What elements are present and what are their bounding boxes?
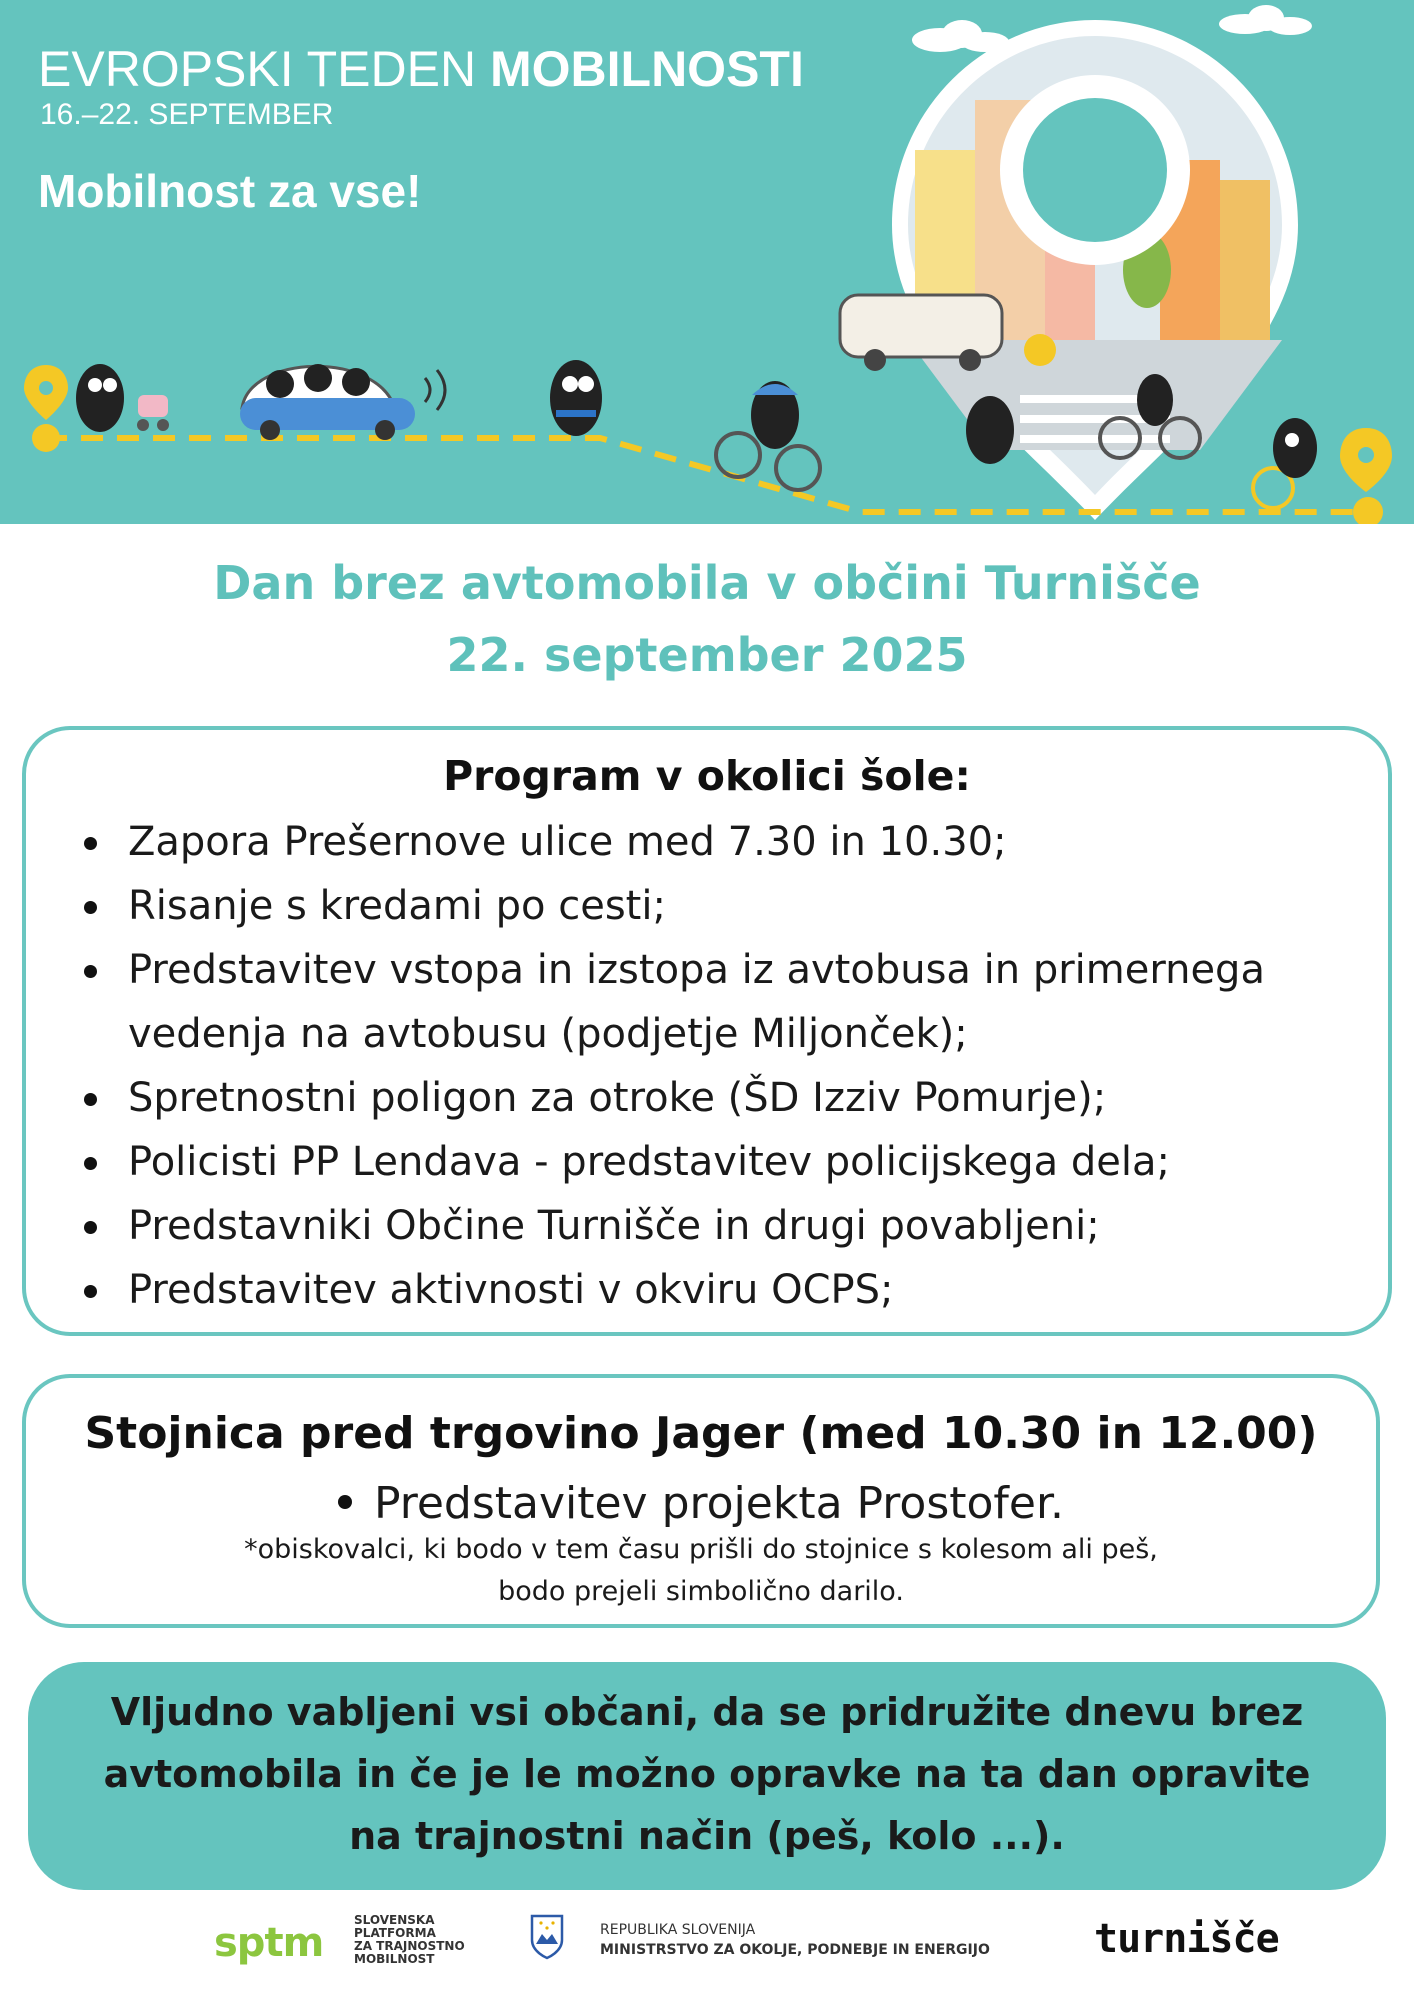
bullet-icon xyxy=(84,1093,97,1106)
list-item xyxy=(56,1194,1265,1258)
list-item-text: Policisti PP Lendava - predstavitev policijskega dela; xyxy=(128,1139,1170,1185)
list-item-text: Risanje s kredami po cesti; xyxy=(128,883,666,929)
bullet-icon xyxy=(84,965,97,978)
bullet-icon xyxy=(84,837,97,850)
bullet-icon xyxy=(84,1157,97,1170)
bullet-icon xyxy=(84,1285,97,1298)
stand-item xyxy=(26,1478,1376,1529)
list-item xyxy=(56,1066,1265,1130)
banner-title xyxy=(38,40,804,98)
ministry-name xyxy=(600,1920,990,1960)
footer-logos xyxy=(0,1900,1414,2000)
pedestrian-figure xyxy=(76,364,169,432)
program-list xyxy=(56,810,1265,1322)
invitation-box xyxy=(28,1662,1386,1890)
list-item-text: Predstavniki Občine Turnišče in drugi povabljeni; xyxy=(128,1203,1100,1249)
list-item xyxy=(56,810,1265,874)
sptm-logo: sptm xyxy=(214,1920,324,1966)
list-item-text: Spretnostni poligon za otroke (ŠD Izziv Pomurje); xyxy=(128,1075,1107,1121)
banner-title-light: EVROPSKI TEDEN xyxy=(38,41,490,97)
list-item-text: Predstavitev vstopa in izstopa iz avtobusa in primernega xyxy=(128,947,1265,993)
program-box xyxy=(22,726,1392,1336)
list-item-text: vedenja na avtobusu (podjetje Miljonček); xyxy=(128,1011,968,1057)
event-date: 22. september 2025 xyxy=(446,628,968,682)
sptm-name-line: MOBILNOST xyxy=(354,1952,435,1966)
banner-dates: 16.–22. SEPTEMBER xyxy=(40,98,334,131)
list-item-text: Zapora Prešernove ulice med 7.30 in 10.30; xyxy=(128,819,1007,865)
invitation-line1: Vljudno vabljeni vsi občani, da se pridružite dnevu brez xyxy=(110,1690,1304,1734)
bullet-icon xyxy=(84,1221,97,1234)
slovenia-crest-icon xyxy=(530,1914,564,1960)
banner-title-bold: MOBILNOSTI xyxy=(489,41,804,97)
list-item xyxy=(56,938,1265,1002)
event-heading: Dan brez avtomobila v občini Turnišče xyxy=(213,556,1201,610)
sptm-name-line: ZA TRAJNOSTNO xyxy=(354,1939,465,1953)
sptm-name xyxy=(354,1914,465,1966)
program-title: Program v okolici šole: xyxy=(443,752,971,800)
ministry-line1: REPUBLIKA SLOVENIJA xyxy=(600,1922,756,1938)
invitation-line2: avtomobila in če je le možno opravke na ta dan opravite xyxy=(103,1752,1311,1796)
stand-note-line1: *obiskovalci, ki bodo v tem času prišli do stojnice s kolesom ali peš, xyxy=(244,1534,1158,1565)
banner-slogan: Mobilnost za vse! xyxy=(38,165,422,217)
bullet-icon xyxy=(84,901,97,914)
list-item-text: Predstavitev aktivnosti v okviru OCPS; xyxy=(128,1267,894,1313)
stand-box xyxy=(22,1374,1380,1628)
wheelchair-figure xyxy=(1253,418,1317,508)
stand-item-text: Predstavitev projekta Prostofer. xyxy=(373,1478,1065,1529)
stand-title: Stojnica pred trgovino Jager (med 10.30 in 12.00) xyxy=(84,1408,1318,1459)
pedestrian-figure xyxy=(550,360,602,436)
turnisce-logo: turnišče xyxy=(1094,1916,1279,1962)
sptm-name-line: SLOVENSKA xyxy=(354,1913,435,1927)
list-item-continuation xyxy=(56,1002,1265,1066)
list-item xyxy=(56,874,1265,938)
map-pin-illustration xyxy=(840,20,1298,520)
ministry-line2: MINISTRSTVO ZA OKOLJE, PODNEBJE IN ENERGIJO xyxy=(600,1942,990,1958)
invitation-line3: na trajnostni način (peš, kolo ...). xyxy=(349,1814,1065,1858)
stand-note-line2: bodo prejeli simbolično darilo. xyxy=(498,1576,904,1607)
bullet-icon xyxy=(338,1495,352,1509)
car-figure xyxy=(240,364,445,440)
sptm-name-line: PLATFORMA xyxy=(354,1926,436,1940)
list-item xyxy=(56,1258,1265,1322)
list-item xyxy=(56,1130,1265,1194)
event-banner xyxy=(0,0,1414,524)
